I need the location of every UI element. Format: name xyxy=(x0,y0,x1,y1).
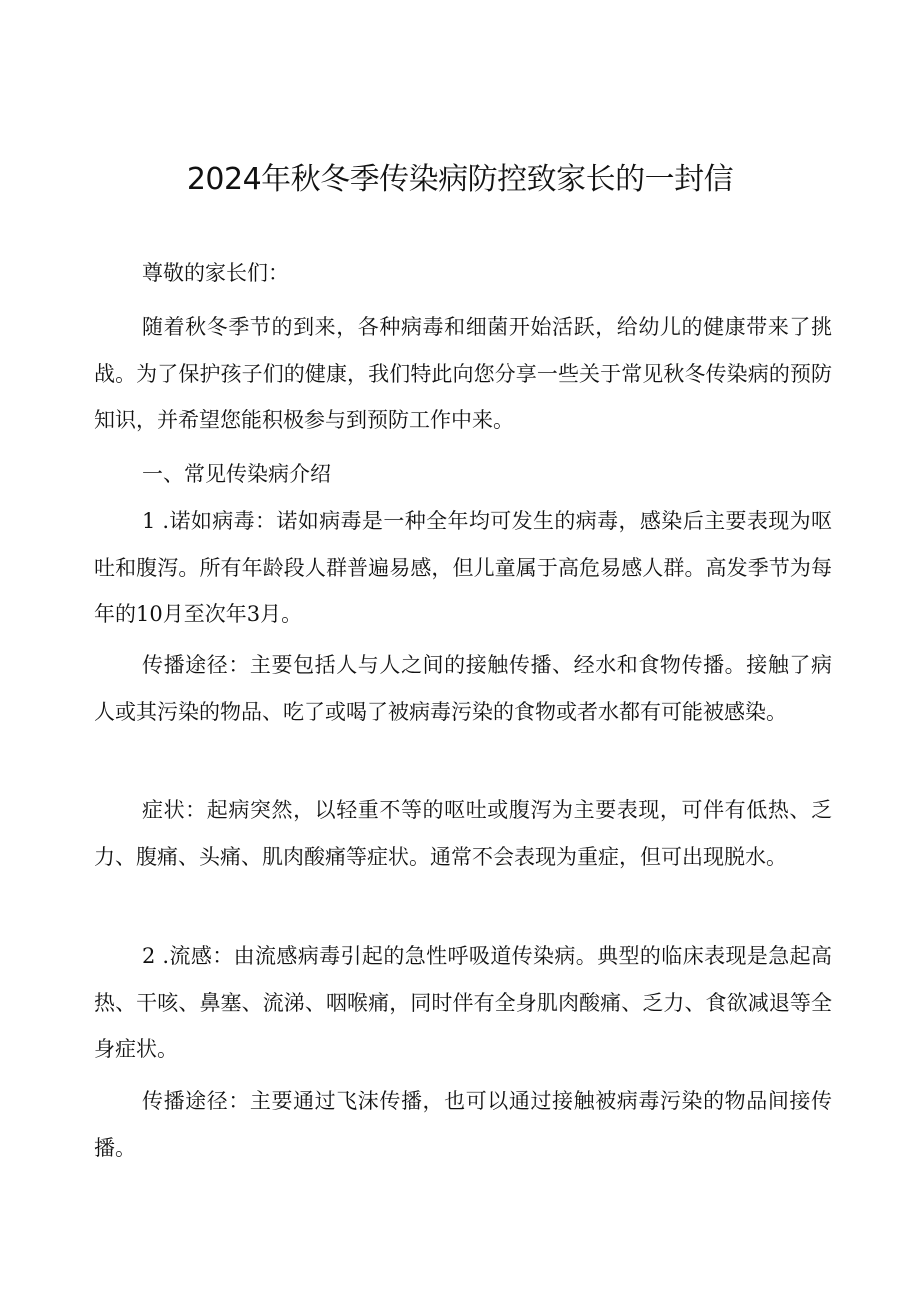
section-heading: 一、常见传染病介绍 xyxy=(142,462,331,486)
influenza-transmission-paragraph: 传播途径：主要通过飞沫传播，也可以通过接触被病毒污染的物品间接传播。 xyxy=(94,1089,832,1160)
intro-paragraph: 随着秋冬季节的到来，各种病毒和细菌开始活跃，给幼儿的健康带来了挑战。为了保护孩子们的健康，我们特此向您分享一些关于常见秋冬传染病的预防知识，并希望您能积极参与到预防工作中来。 xyxy=(94,315,832,432)
document-title: 2024年秋冬季传染病防控致家长的一封信 xyxy=(186,162,734,197)
norovirus-symptoms-paragraph: 症状：起病突然，以轻重不等的呕吐或腹泻为主要表现，可伴有低热、乏力、腹痛、头痛、肌肉酸痛等症状。通常不会表现为重症，但可出现脱水。 xyxy=(94,798,832,869)
norovirus-paragraph: 1 .诺如病毒：诺如病毒是一种全年均可发生的病毒，感染后主要表现为呕吐和腹泻。所有年龄段人群普遍易感，但儿童属于高危易感人群。高发季节为每年的10月至次年3月。 xyxy=(94,509,832,626)
salutation: 尊敬的家长们： xyxy=(142,261,289,285)
norovirus-transmission-paragraph: 传播途径：主要包括人与人之间的接触传播、经水和食物传播。接触了病人或其污染的物品、吃了或喝了被病毒污染的食物或者水都有可能被感染。 xyxy=(94,653,832,724)
influenza-paragraph: 2 .流感：由流感病毒引起的急性呼吸道传染病。典型的临床表现是急起高热、干咳、鼻塞、流涕、咽喉痛，同时伴有全身肌肉酸痛、乏力、食欲减退等全身症状。 xyxy=(94,944,832,1061)
